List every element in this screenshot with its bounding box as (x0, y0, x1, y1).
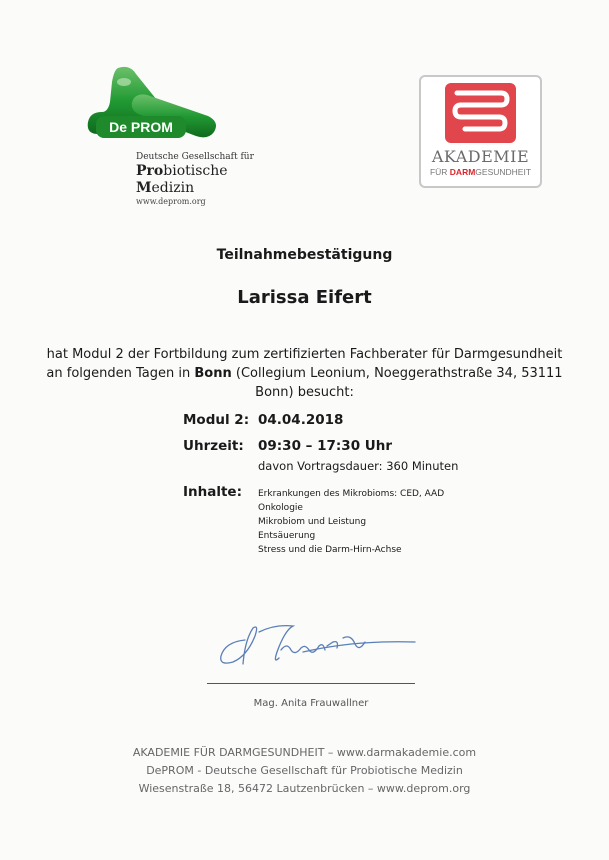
topic-list (258, 487, 444, 557)
akademie-title: AKADEMIE (431, 147, 530, 166)
deprom-subtitle: Deutsche Gesellschaft für (136, 152, 254, 162)
certificate-heading: Teilnahmebestätigung (216, 247, 393, 263)
deprom-url: www.deprom.org (136, 197, 206, 206)
body-line-1: hat Modul 2 der Fortbildung zum zertifizierten Fachberater für Darmgesundheit (46, 347, 563, 362)
content-label: Inhalte: (183, 484, 242, 500)
footer-line-2: DePROM - Deutsche Gesellschaft für Probiotische Medizin (146, 764, 463, 777)
list-item: Stress und die Darm-Hirn-Achse (258, 545, 402, 555)
deprom-wordmark (136, 152, 286, 207)
participant-name: Larissa Eifert (237, 287, 372, 308)
handwritten-signature (215, 612, 425, 672)
time-label: Uhrzeit: (183, 438, 244, 454)
modul-label: Modul 2: (183, 412, 250, 428)
certificate-body (40, 345, 569, 402)
signer-name: Mag. Anita Frauwallner (253, 698, 369, 709)
list-item: Entsäuerung (258, 531, 316, 541)
footer-line-1: AKADEMIE FÜR DARMGESUNDHEIT – www.darmakademie.com (132, 746, 477, 759)
akademie-logo (419, 75, 542, 188)
body-line-3: Bonn) besucht: (255, 385, 354, 400)
deprom-logo (78, 62, 278, 206)
list-item: Erkrankungen des Mikrobioms: CED, AAD (258, 489, 445, 499)
akademie-subtitle: FÜR DARMGESUNDHEIT (429, 167, 532, 177)
signature-line (207, 683, 415, 684)
list-item: Onkologie (258, 503, 303, 513)
list-item: Mikrobiom und Leistung (258, 517, 367, 527)
body-line-2: an folgenden Tagen in Bonn (Collegium Leonium, Noeggerathstraße 34, 53111 (46, 366, 563, 381)
modul-value: 04.04.2018 (258, 412, 344, 428)
duration-text: davon Vortragsdauer: 360 Minuten (258, 459, 459, 473)
intestine-icon (445, 83, 516, 143)
time-value: 09:30 – 17:30 Uhr (258, 438, 393, 454)
deprom-name: Probiotische Medizin (136, 163, 228, 196)
deprom-badge-text: De PROM (109, 119, 173, 135)
deprom-pill-icon (78, 62, 223, 152)
footer-line-3: Wiesenstraße 18, 56472 Lautzenbrücken – www.deprom.org (138, 782, 471, 795)
